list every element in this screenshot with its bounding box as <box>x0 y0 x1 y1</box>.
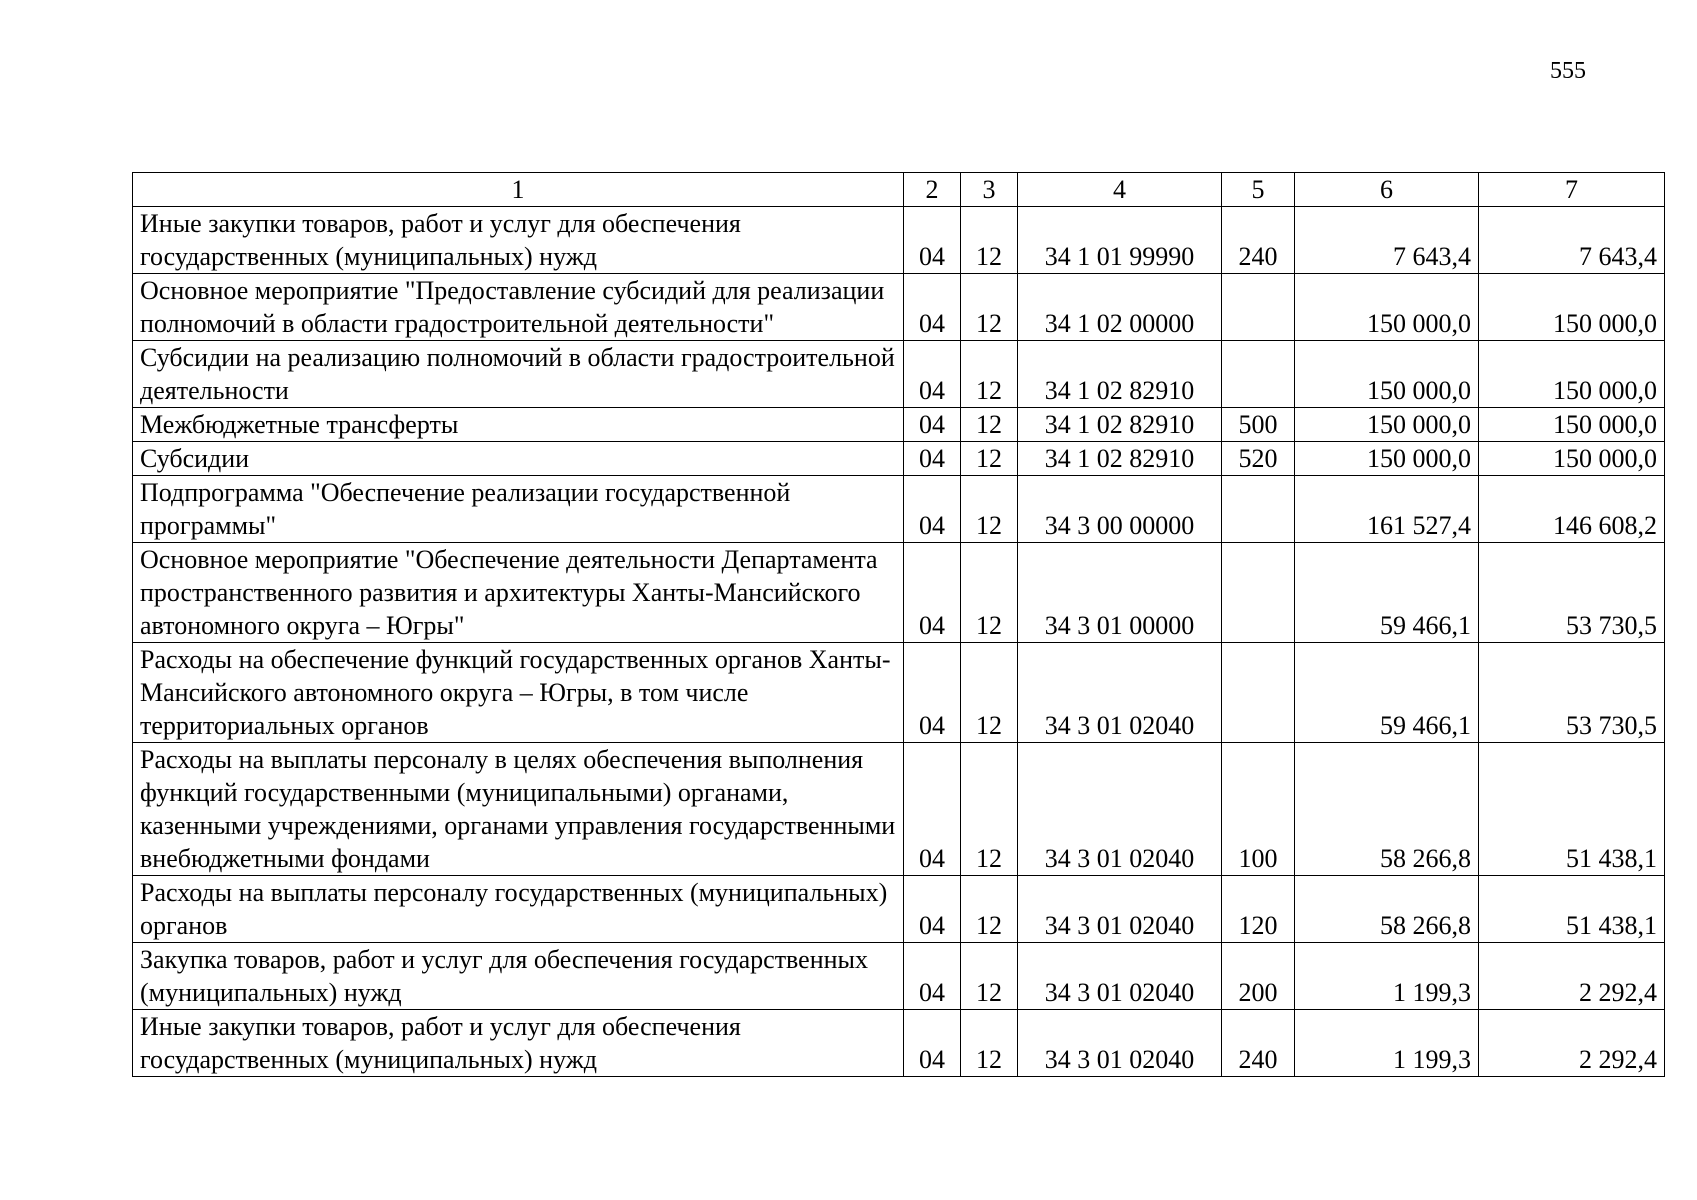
amount-col6-cell: 150 000,0 <box>1295 442 1479 476</box>
section-code-cell: 04 <box>904 408 961 442</box>
row-name-cell: Иные закупки товаров, работ и услуг для обеспечения государственных (муниципальных) нужд <box>133 1010 904 1077</box>
target-article-cell: 34 3 01 02040 <box>1018 876 1222 943</box>
subsection-code-cell: 12 <box>961 543 1018 643</box>
table-row <box>133 341 1665 408</box>
table-row <box>133 476 1665 543</box>
row-name-cell: Расходы на выплаты персоналу государственных (муниципальных) органов <box>133 876 904 943</box>
subsection-code-cell: 12 <box>961 341 1018 408</box>
expense-type-cell: 500 <box>1222 408 1295 442</box>
header-cell: 2 <box>904 173 961 207</box>
target-article-cell: 34 3 01 02040 <box>1018 743 1222 876</box>
amount-col6-cell: 161 527,4 <box>1295 476 1479 543</box>
page-number: 555 <box>1550 58 1586 84</box>
section-code-cell: 04 <box>904 1010 961 1077</box>
expense-type-cell <box>1222 543 1295 643</box>
target-article-cell: 34 3 01 00000 <box>1018 543 1222 643</box>
amount-col6-cell: 7 643,4 <box>1295 207 1479 274</box>
expense-type-cell: 240 <box>1222 1010 1295 1077</box>
target-article-cell: 34 1 02 82910 <box>1018 442 1222 476</box>
subsection-code-cell: 12 <box>961 643 1018 743</box>
row-name-cell: Субсидии на реализацию полномочий в области градостроительной деятельности <box>133 341 904 408</box>
header-cell: 5 <box>1222 173 1295 207</box>
expense-type-cell: 520 <box>1222 442 1295 476</box>
amount-col6-cell: 58 266,8 <box>1295 743 1479 876</box>
target-article-cell: 34 1 02 82910 <box>1018 341 1222 408</box>
subsection-code-cell: 12 <box>961 442 1018 476</box>
target-article-cell: 34 1 02 82910 <box>1018 408 1222 442</box>
table-row <box>133 876 1665 943</box>
expense-type-cell: 100 <box>1222 743 1295 876</box>
subsection-code-cell: 12 <box>961 476 1018 543</box>
section-code-cell: 04 <box>904 743 961 876</box>
table-row <box>133 1010 1665 1077</box>
row-name-cell: Основное мероприятие "Предоставление субсидий для реализации полномочий в области градостроительной деятельности" <box>133 274 904 341</box>
table-row <box>133 743 1665 876</box>
table-row <box>133 543 1665 643</box>
table-row <box>133 643 1665 743</box>
table-row <box>133 207 1665 274</box>
subsection-code-cell: 12 <box>961 1010 1018 1077</box>
table-body <box>133 207 1665 1077</box>
expense-type-cell <box>1222 643 1295 743</box>
header-cell: 7 <box>1479 173 1665 207</box>
budget-table <box>132 172 1665 1077</box>
section-code-cell: 04 <box>904 341 961 408</box>
amount-col6-cell: 1 199,3 <box>1295 1010 1479 1077</box>
row-name-cell: Субсидии <box>133 442 904 476</box>
amount-col7-cell: 2 292,4 <box>1479 943 1665 1010</box>
row-name-cell: Межбюджетные трансферты <box>133 408 904 442</box>
header-cell: 1 <box>133 173 904 207</box>
header-cell: 3 <box>961 173 1018 207</box>
subsection-code-cell: 12 <box>961 943 1018 1010</box>
section-code-cell: 04 <box>904 207 961 274</box>
row-name-cell: Расходы на обеспечение функций государственных органов Ханты-Мансийского автономного округа – Югры, в том числе территориальных органов <box>133 643 904 743</box>
amount-col7-cell: 53 730,5 <box>1479 543 1665 643</box>
subsection-code-cell: 12 <box>961 408 1018 442</box>
amount-col7-cell: 51 438,1 <box>1479 743 1665 876</box>
row-name-cell: Закупка товаров, работ и услуг для обеспечения государственных (муниципальных) нужд <box>133 943 904 1010</box>
subsection-code-cell: 12 <box>961 207 1018 274</box>
expense-type-cell <box>1222 476 1295 543</box>
section-code-cell: 04 <box>904 943 961 1010</box>
amount-col6-cell: 150 000,0 <box>1295 408 1479 442</box>
header-cell: 6 <box>1295 173 1479 207</box>
subsection-code-cell: 12 <box>961 274 1018 341</box>
target-article-cell: 34 3 00 00000 <box>1018 476 1222 543</box>
amount-col6-cell: 58 266,8 <box>1295 876 1479 943</box>
row-name-cell: Основное мероприятие "Обеспечение деятельности Департамента пространственного развития и архитектуры Ханты-Мансийского автономного округа – Югры" <box>133 543 904 643</box>
amount-col7-cell: 2 292,4 <box>1479 1010 1665 1077</box>
amount-col7-cell: 150 000,0 <box>1479 442 1665 476</box>
target-article-cell: 34 3 01 02040 <box>1018 643 1222 743</box>
row-name-cell: Подпрограмма "Обеспечение реализации государственной программы" <box>133 476 904 543</box>
amount-col6-cell: 150 000,0 <box>1295 274 1479 341</box>
section-code-cell: 04 <box>904 543 961 643</box>
table-row <box>133 408 1665 442</box>
amount-col7-cell: 146 608,2 <box>1479 476 1665 543</box>
section-code-cell: 04 <box>904 643 961 743</box>
expense-type-cell: 200 <box>1222 943 1295 1010</box>
expense-type-cell: 120 <box>1222 876 1295 943</box>
target-article-cell: 34 1 02 00000 <box>1018 274 1222 341</box>
amount-col6-cell: 150 000,0 <box>1295 341 1479 408</box>
amount-col6-cell: 59 466,1 <box>1295 643 1479 743</box>
table-row <box>133 274 1665 341</box>
amount-col7-cell: 51 438,1 <box>1479 876 1665 943</box>
amount-col7-cell: 7 643,4 <box>1479 207 1665 274</box>
row-name-cell: Расходы на выплаты персоналу в целях обеспечения выполнения функций государственными (муниципальными) органами, казенными учреждениями, органами управления государственными внебюджетными фондами <box>133 743 904 876</box>
amount-col7-cell: 150 000,0 <box>1479 341 1665 408</box>
target-article-cell: 34 3 01 02040 <box>1018 943 1222 1010</box>
target-article-cell: 34 3 01 02040 <box>1018 1010 1222 1077</box>
table-row <box>133 943 1665 1010</box>
amount-col7-cell: 53 730,5 <box>1479 643 1665 743</box>
amount-col7-cell: 150 000,0 <box>1479 408 1665 442</box>
header-row <box>133 173 1665 207</box>
section-code-cell: 04 <box>904 274 961 341</box>
section-code-cell: 04 <box>904 876 961 943</box>
expense-type-cell: 240 <box>1222 207 1295 274</box>
row-name-cell: Иные закупки товаров, работ и услуг для обеспечения государственных (муниципальных) нужд <box>133 207 904 274</box>
table-row <box>133 442 1665 476</box>
amount-col6-cell: 1 199,3 <box>1295 943 1479 1010</box>
amount-col7-cell: 150 000,0 <box>1479 274 1665 341</box>
amount-col6-cell: 59 466,1 <box>1295 543 1479 643</box>
header-cell: 4 <box>1018 173 1222 207</box>
section-code-cell: 04 <box>904 442 961 476</box>
expense-type-cell <box>1222 274 1295 341</box>
section-code-cell: 04 <box>904 476 961 543</box>
subsection-code-cell: 12 <box>961 876 1018 943</box>
subsection-code-cell: 12 <box>961 743 1018 876</box>
expense-type-cell <box>1222 341 1295 408</box>
target-article-cell: 34 1 01 99990 <box>1018 207 1222 274</box>
